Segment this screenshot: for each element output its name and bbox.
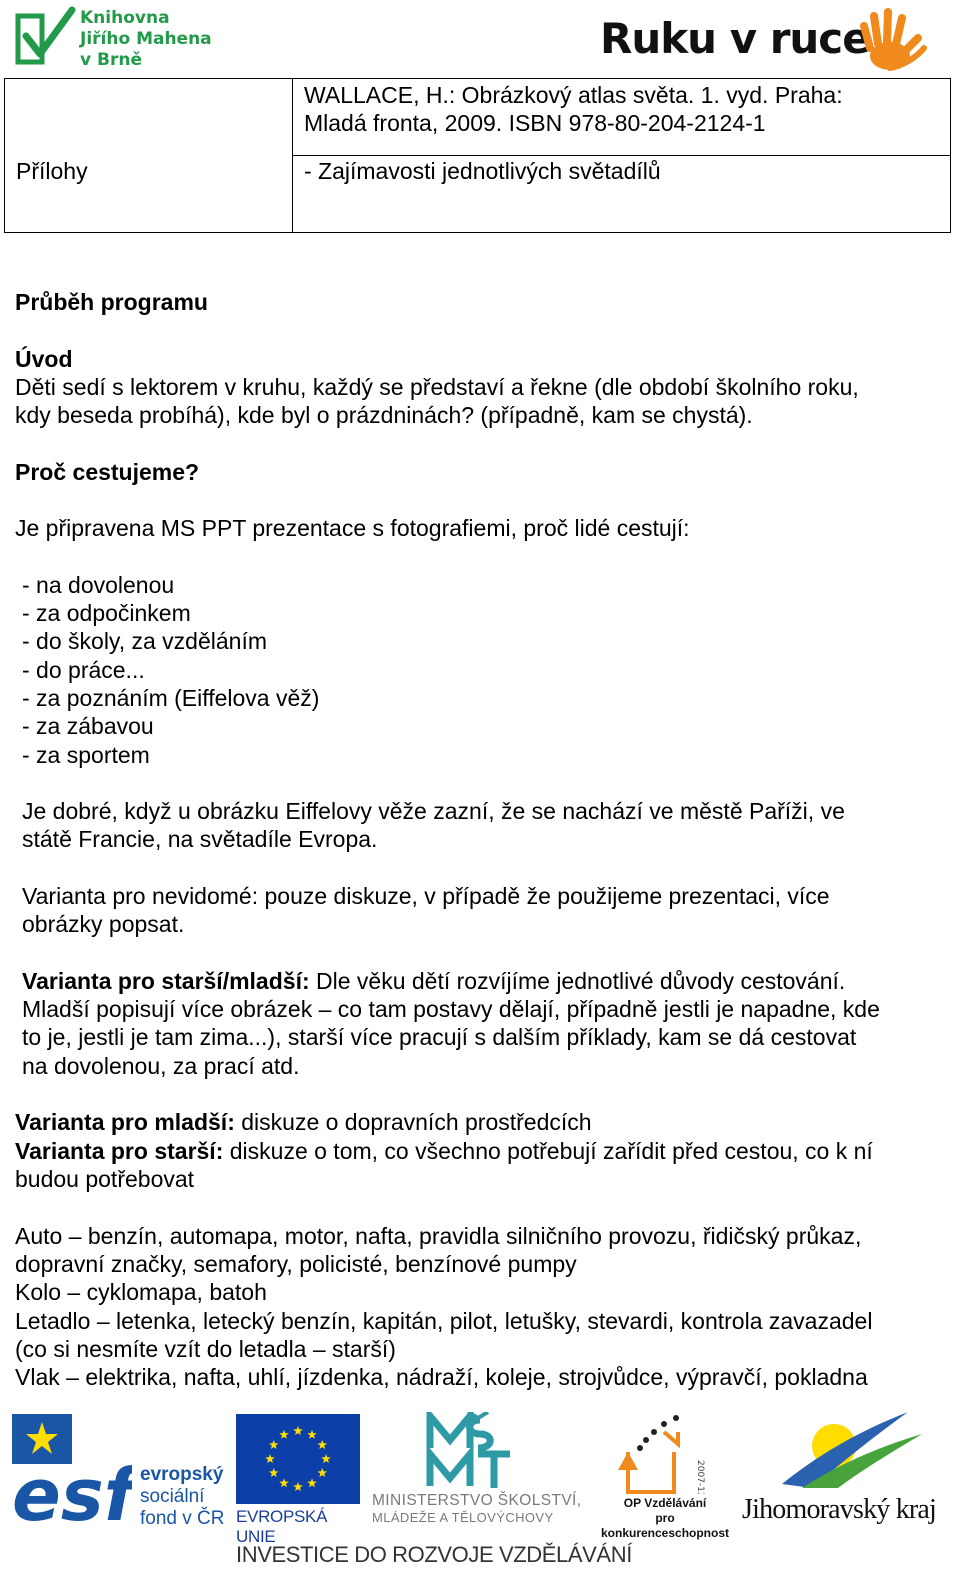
book-check-icon bbox=[14, 6, 76, 68]
reason-item: - za zábavou bbox=[22, 713, 154, 739]
older-younger-line-3: to je, jestli je tam zima...), starší více pracují s dalším příklady, kam se dá cestovat bbox=[22, 1024, 857, 1050]
older-line-2: budou potřebovat bbox=[15, 1166, 195, 1192]
reason-item: - na dovolenou bbox=[22, 572, 175, 598]
jmk-label: Jihomoravský kraj bbox=[742, 1494, 937, 1525]
op-text: OP Vzdělávání pro konkurenceschopnost bbox=[600, 1496, 730, 1540]
older-line-1: Varianta pro starší: diskuze o tom, co všechno potřebují zařídit před cestou, co k ní bbox=[15, 1138, 873, 1164]
op-years: 2007-13 bbox=[695, 1460, 705, 1494]
slogan: INVESTICE DO ROZVOJE VZDĚLÁVÁNÍ bbox=[236, 1542, 632, 1567]
jmk-swoosh-icon bbox=[742, 1412, 954, 1490]
table-cell-label-attachments: Přílohy bbox=[16, 158, 88, 184]
younger-line: Varianta pro mladší: diskuze o dopravních prostředcích bbox=[15, 1109, 592, 1135]
esf-text: evropský sociální fond v ČR bbox=[140, 1464, 225, 1529]
transport-line: Kolo – cyklomapa, batoh bbox=[15, 1279, 267, 1305]
msmt-logo bbox=[370, 1412, 588, 1528]
library-logo bbox=[14, 6, 224, 72]
blind-line-1: Varianta pro nevidomé: pouze diskuze, v případě že použijeme prezentaci, více bbox=[22, 883, 830, 909]
eu-label: EVROPSKÁ UNIE bbox=[236, 1507, 328, 1546]
table-cell-attachments: - Zajímavosti jednotlivých světadílů bbox=[304, 158, 661, 184]
older-younger-line-2: Mladší popisují více obrázek – co tam postavy dělají, případně jestli je napadne, kde bbox=[22, 996, 880, 1022]
heading-intro: Úvod bbox=[15, 346, 73, 372]
older-younger-line-4: na dovolenou, za prací atd. bbox=[22, 1053, 300, 1079]
intro-line-2: kdy beseda probíhá), kde byl o prázdninách? (případně, kam se chystá). bbox=[15, 402, 753, 428]
ruku-v-ruce-logo bbox=[598, 8, 934, 74]
presentation-line: Je připravena MS PPT prezentace s fotografiemi, proč lidé cestují: bbox=[15, 515, 690, 541]
msmt-mark-icon bbox=[370, 1412, 588, 1490]
msmt-text: MINISTERSTVO ŠKOLSTVÍ, MLÁDEŽE A TĚLOVÝCHOVY bbox=[372, 1492, 582, 1525]
eu-logo bbox=[236, 1414, 364, 1546]
reason-item: - za odpočinkem bbox=[22, 600, 191, 626]
eu-flag-icon bbox=[236, 1414, 360, 1504]
hands-icon bbox=[860, 8, 930, 74]
library-logo-text: Knihovna Jiřího Mahena v Brně bbox=[80, 8, 212, 70]
eiffel-line-2: státě Francie, na světadíle Evropa. bbox=[22, 826, 378, 852]
esf-logo bbox=[12, 1414, 230, 1532]
ruku-v-ruce-text: Ruku v ruce bbox=[600, 14, 870, 63]
footer-logos bbox=[0, 1408, 960, 1580]
eiffel-line-1: Je dobré, když u obrázku Eiffelovy věže zazní, že se nachází ve městě Paříži, ve bbox=[22, 798, 845, 824]
older-younger-line-1: Varianta pro starší/mladší: Dle věku dětí rozvíjíme jednotlivé důvody cestování. bbox=[22, 968, 846, 994]
table-cell-source: WALLACE, H.: Obrázkový atlas světa. 1. vyd. Praha: Mladá fronta, 2009. ISBN 978-80-204-2124-1 bbox=[304, 82, 843, 136]
heading-program: Průběh programu bbox=[15, 289, 208, 315]
transport-line: Vlak – elektrika, nafta, uhlí, jízdenka, nádraží, koleje, strojvůdce, výpravčí, pokladna bbox=[15, 1364, 868, 1390]
info-table bbox=[4, 78, 951, 233]
op-mark-icon bbox=[594, 1412, 736, 1494]
transport-line: Auto – benzín, automapa, motor, nafta, pravidla silničního provozu, řidičský průkaz, bbox=[15, 1223, 862, 1249]
esf-mark-icon bbox=[12, 1414, 132, 1526]
transport-line: (co si nesmíte vzít do letadla – starší) bbox=[15, 1336, 396, 1362]
transport-line: Letadlo – letenka, letecký benzín, kapitán, pilot, letušky, stevardi, kontrola zavazadel bbox=[15, 1308, 873, 1334]
transport-line: dopravní značky, semafory, policisté, benzínové pumpy bbox=[15, 1251, 577, 1277]
reason-item: - do práce... bbox=[22, 657, 145, 683]
heading-why: Proč cestujeme? bbox=[15, 459, 200, 485]
reason-item: - za sportem bbox=[22, 742, 150, 768]
intro-line-1: Děti sedí s lektorem v kruhu, každý se představí a řekne (dle období školního roku, bbox=[15, 374, 859, 400]
op-logo bbox=[594, 1412, 736, 1540]
jihomoravsky-kraj-logo bbox=[742, 1412, 954, 1532]
reason-item: - za poznáním (Eiffelova věž) bbox=[22, 685, 320, 711]
esf-big-text: esf bbox=[12, 1453, 132, 1526]
reason-item: - do školy, za vzděláním bbox=[22, 628, 268, 654]
blind-line-2: obrázky popsat. bbox=[22, 911, 185, 937]
